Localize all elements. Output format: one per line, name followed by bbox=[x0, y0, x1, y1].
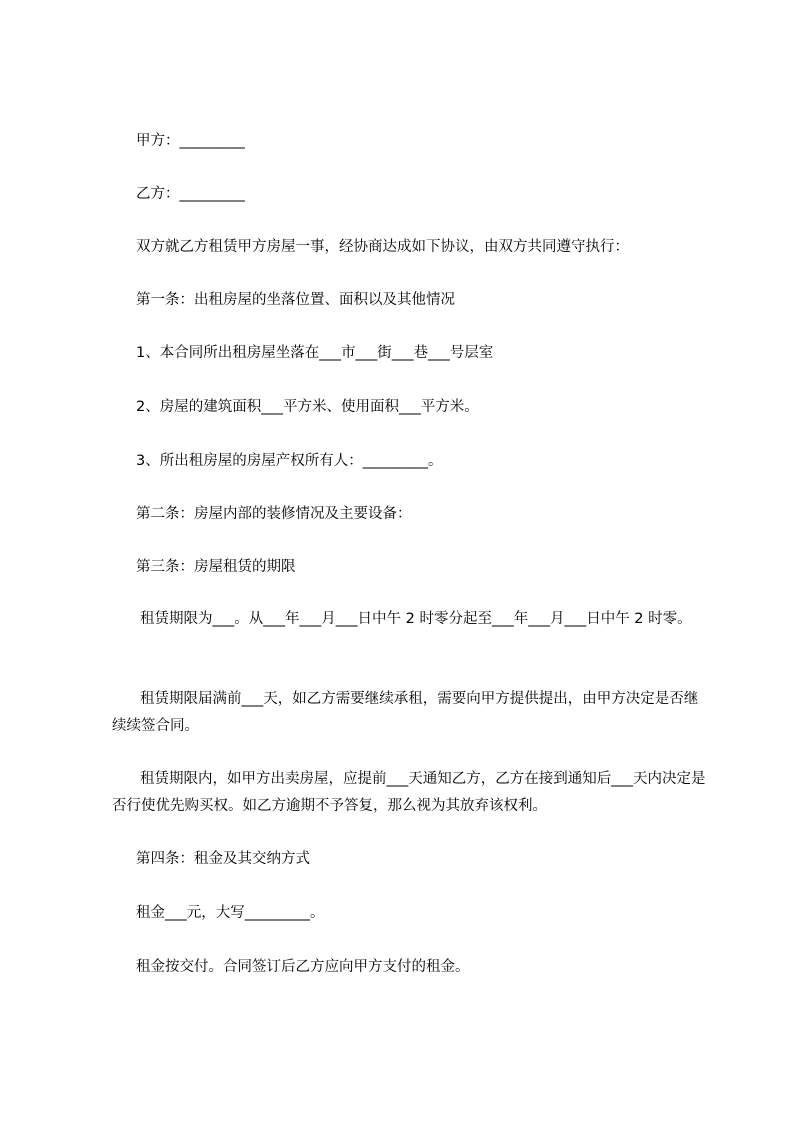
article-4-heading: 第四条：租金及其交纳方式 bbox=[136, 851, 310, 867]
article-2-heading: 第二条：房屋内部的装修情况及主要设备： bbox=[136, 506, 412, 522]
rent-payment-line: 租金按交付。合同签订后乙方应向甲方支付的租金。 bbox=[136, 959, 470, 975]
article-1-clause-1: 1、本合同所出租房屋坐落在___市___街___巷___号层室 bbox=[136, 345, 494, 361]
article-3-heading: 第三条：房屋租赁的期限 bbox=[136, 559, 296, 575]
article-1-clause-3: 3、所出租房屋的房屋产权所有人：_________。 bbox=[136, 453, 443, 469]
rent-amount-line: 租金___元，大写_________。 bbox=[136, 905, 325, 921]
party-b-line: 乙方：_________ bbox=[136, 186, 245, 202]
agreement-intro: 双方就乙方租赁甲方房屋一事，经协商达成如下协议，由双方共同遵守执行： bbox=[136, 239, 629, 255]
article-1-heading: 第一条：出租房屋的坐落位置、面积以及其他情况 bbox=[136, 292, 455, 308]
lease-term-paragraph: 租赁期限为___。从___年___月___日中午 2 时零分起至___年___月___日中午 2 时零。 bbox=[140, 611, 692, 627]
article-1-clause-2: 2、房屋的建筑面积___平方米、使用面积___平方米。 bbox=[136, 399, 479, 415]
preemptive-right-paragraph: 租赁期限内，如甲方出卖房屋，应提前___天通知乙方，乙方在接到通知后___天内决定是否行使优先购买权。如乙方逾期不予答复，那么视为其放弃该权利。 bbox=[112, 771, 706, 814]
party-a-line: 甲方：_________ bbox=[136, 133, 245, 149]
lease-renewal-paragraph: 租赁期限届满前___天，如乙方需要继续承租，需要向甲方提供提出，由甲方决定是否继续续签合同。 bbox=[112, 691, 699, 734]
